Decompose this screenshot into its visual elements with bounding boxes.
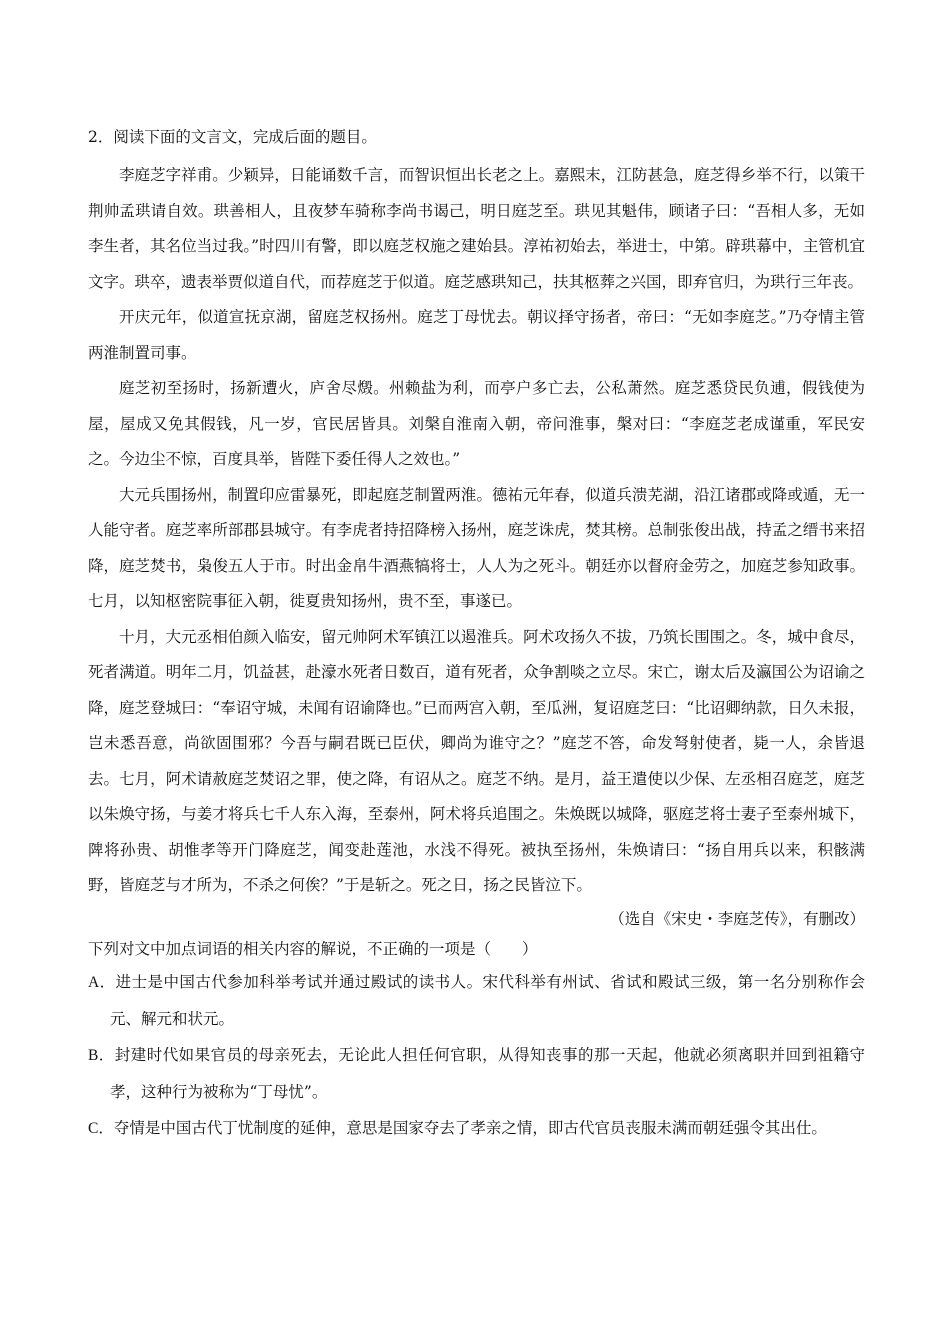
option-text: 夺情是中国古代丁忧制度的延伸，意思是国家夺去了孝亲之情，即古代官员丧服未满而朝廷强令其出仕。	[113, 1118, 827, 1137]
passage-paragraph: 庭芝初至扬时，扬新遭火，庐舍尽燬。州赖盐为利，而亭户多亡去，公私萧然。庭芝悉贷民负逋，假钱使为屋，屋成又免其假钱，凡一岁，官民居皆具。刘槃自淮南入朝，帝问淮事，槃对曰：“李庭芝老成谨重，军民安之。今边尘不惊，百度具举，皆陛下委任得人之效也。”	[88, 379, 865, 468]
question-stem: 下列对文中加点词语的相关内容的解说，不正确的一项是（ ）	[88, 939, 538, 958]
option-text: 封建时代如果官员的母亲死去，无论此人担任何官职，从得知丧事的那一天起，他就必须离职并回到祖籍守孝，这种行为被称为“丁母忧”。	[110, 1045, 865, 1101]
option-b[interactable]	[88, 1037, 865, 1110]
options-list	[88, 964, 865, 1147]
classical-passage	[88, 158, 865, 904]
question-block	[88, 124, 865, 1147]
passage-source: （选自《宋史・李庭芝传》，有删改）	[609, 909, 865, 928]
passage-paragraph: 李庭芝字祥甫。少颖异，日能诵数千言，而智识恒出长老之上。嘉熙末，江防甚急，庭芝得乡举不行，以策干荆帅孟珙请自效。珙善相人，且夜梦车骑称李尚书谒己，明日庭芝至。珙见其魁伟，顾诸子曰：“吾相人多，无如李生者，其名位当过我。”时四川有警，即以庭芝权施之建始县。淳祐初始去，举进士，中第。辟珙幕中，主管机宜文字。珙卒，遗表举贾似道自代，而荐庭芝于似道。庭芝感珙知己，扶其柩葬之兴国，即弃官归，为珙行三年丧。	[88, 166, 865, 291]
option-a[interactable]	[88, 964, 865, 1037]
option-label: C．	[88, 1119, 114, 1137]
passage-paragraph: 开庆元年，似道宣抚京湖，留庭芝权扬州。庭芝丁母忧去。朝议择守扬者，帝曰：“无如李庭芝。”乃夺情主管两淮制置司事。	[88, 308, 865, 362]
option-text: 进士是中国古代参加科举考试并通过殿试的读书人。宋代科举有州试、省试和殿试三级，第一名分别称作会元、解元和状元。	[110, 972, 865, 1028]
option-c[interactable]	[88, 1110, 865, 1147]
passage-paragraph: 大元兵围扬州，制置印应雷暴死，即起庭芝制置两淮。德祐元年春，似道兵溃芜湖，沿江诸郡或降或遁，无一人能守者。庭芝率所部郡县城守。有李虎者持招降榜入扬州，庭芝诛虎，焚其榜。总制张俊出战，持孟之缙书来招降，庭芝焚书，枭俊五人于市。时出金帛牛酒燕犒将士，人人为之死斗。朝廷亦以督府金劳之，加庭芝参知政事。七月，以知枢密院事征入朝，徙夏贵知扬州，贵不至，事遂已。	[88, 485, 865, 610]
option-label: B．	[88, 1046, 115, 1064]
passage-paragraph: 十月，大元丞相伯颜入临安，留元帅阿术军镇江以遏淮兵。阿术攻扬久不拔，乃筑长围围之。冬，城中食尽，死者满道。明年二月，饥益甚，赴濠水死者日数百，道有死者，众争割啖之立尽。宋亡，谢太后及瀛国公为诏谕之降，庭芝登城曰：“奉诏守城，未闻有诏谕降也。”已而两宫入朝，至瓜洲，复诏庭芝曰：“比诏卿纳款，日久未报，岂未悉吾意，尚欲固围邪？今吾与嗣君既已臣伏，卿尚为谁守之？”庭芝不答，命发弩射使者，毙一人，余皆退去。七月，阿术请赦庭芝焚诏之罪，使之降，有诏从之。庭芝不纳。是月，益王遣使以少保、左丞相召庭芝，庭芝以朱焕守扬，与姜才将兵七千人东入海，至泰州，阿术将兵追围之。朱焕既以城降，驱庭芝将士妻子至泰州城下，陴将孙贵、胡惟孝等开门降庭芝，闻变赴莲池，水浅不得死。被执至扬州，朱焕请曰：“扬自用兵以来，积骸满野，皆庭芝与才所为，不杀之何俟？”于是斩之。死之日，扬之民皆泣下。	[88, 627, 865, 894]
option-label: A．	[88, 973, 116, 991]
question-title: 2．阅读下面的文言文，完成后面的题目。	[88, 128, 377, 146]
